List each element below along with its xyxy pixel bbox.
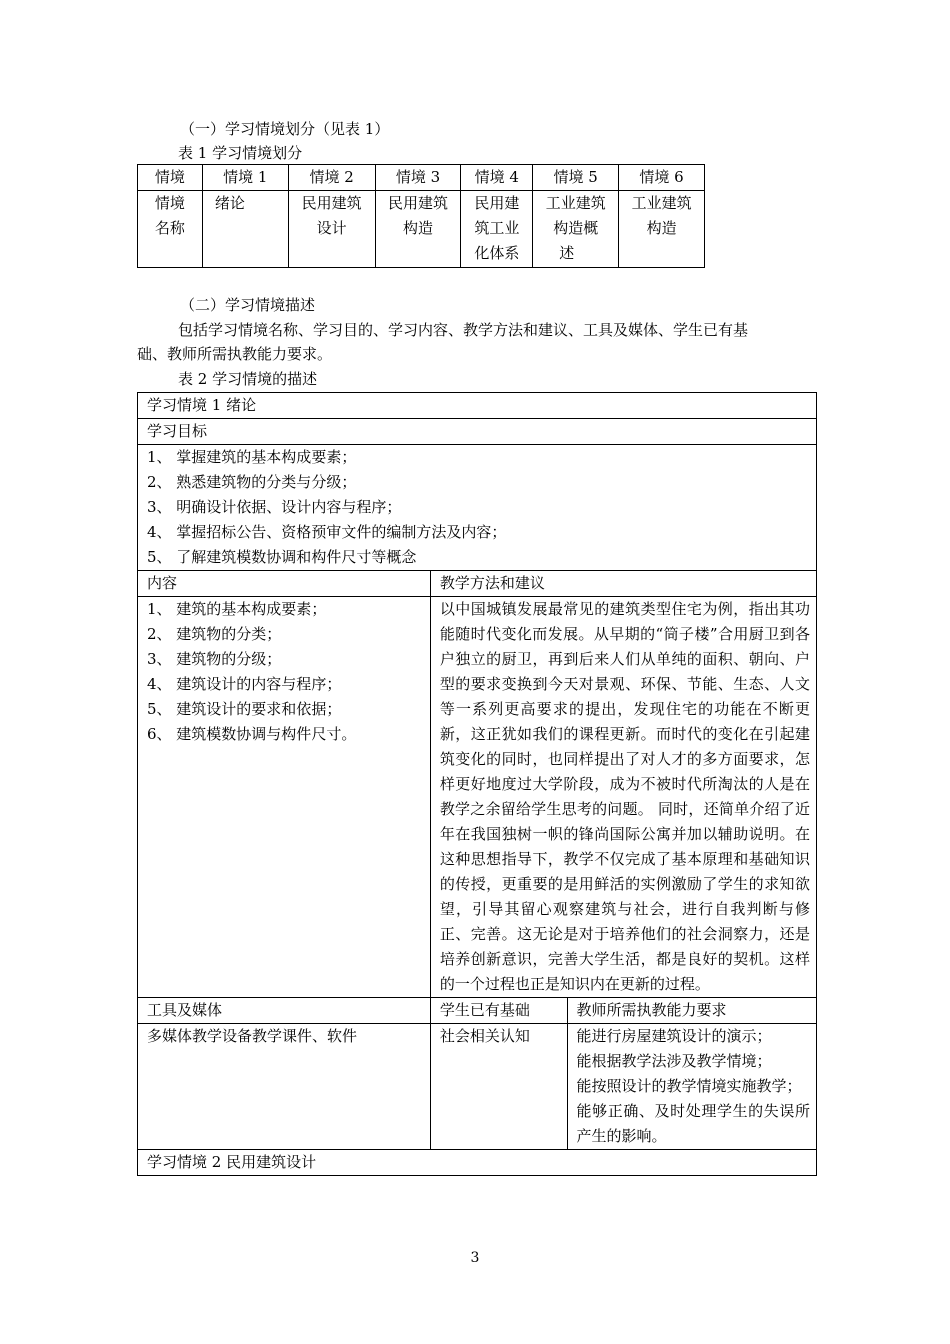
table1-row-label — [138, 191, 203, 268]
objectives-row — [138, 445, 817, 571]
objectives-label-row — [138, 419, 817, 445]
table1-header-row — [138, 165, 705, 191]
name-line: 筑工业 — [474, 219, 520, 237]
name-line: 构造 — [402, 219, 433, 237]
name-line: 述 — [559, 244, 575, 262]
situation2-title-row — [138, 1150, 817, 1176]
section2-intro-line1: 包括学习情境名称、学习目的、学习内容、教学方法和建议、工具及媒体、学生已有基 — [178, 321, 749, 339]
content-method-row — [138, 597, 817, 998]
table1-name-cell — [619, 191, 705, 268]
list-item: 1、 掌握建筑的基本构成要素； — [147, 448, 357, 466]
table1-name-cell — [533, 191, 619, 268]
content-method-header-row — [138, 571, 817, 597]
content-label: 内容 — [138, 571, 431, 597]
name-line: 民用建筑 — [301, 194, 362, 212]
objectives-label: 学习目标 — [138, 419, 817, 445]
table1-header-cell: 情境 3 — [375, 165, 461, 191]
situation2-title: 学习情境 2 民用建筑设计 — [138, 1150, 817, 1176]
list-item: 2、 熟悉建筑物的分类与分级； — [147, 473, 357, 491]
page-number: 3 — [470, 1250, 480, 1266]
list-item: 1、 建筑的基本构成要素； — [147, 600, 327, 618]
table1-header-cell: 情境 4 — [461, 165, 533, 191]
name-line: 构造 — [646, 219, 677, 237]
situation1-title: 学习情境 1 绪论 — [138, 393, 817, 419]
name-line: 民用建筑 — [387, 194, 448, 212]
tools-value: 多媒体教学设备教学课件、软件 — [138, 1024, 431, 1150]
table1-header-cell: 情境 5 — [533, 165, 619, 191]
name-line: 化体系 — [474, 244, 520, 262]
table1-name-cell — [461, 191, 533, 268]
tools-header-row — [138, 998, 817, 1024]
teacher-label: 教师所需执教能力要求 — [567, 998, 816, 1024]
section2-intro-line2: 础、教师所需执教能力要求。 — [137, 345, 333, 363]
method-cell — [430, 597, 816, 998]
situation1-title-row — [138, 393, 817, 419]
table1-header-cell: 情境 — [138, 165, 203, 191]
row-label-line: 情境 — [154, 194, 185, 212]
table1-caption: 表 1 学习情境划分 — [178, 144, 303, 162]
row-label-line: 名称 — [154, 219, 185, 237]
list-item: 4、 掌握招标公告、资格预审文件的编制方法及内容； — [147, 523, 507, 541]
section2-heading: （二）学习情境描述 — [180, 296, 316, 314]
situation-division-table — [137, 164, 705, 268]
name-line: 民用建 — [474, 194, 520, 212]
method-label: 教学方法和建议 — [430, 571, 816, 597]
table1-header-cell: 情境 2 — [288, 165, 375, 191]
objectives-list — [138, 445, 817, 571]
list-item: 3、 建筑物的分级； — [147, 650, 282, 668]
list-item: 能够正确、及时处理学生的失误所产生的影响。 — [576, 1102, 810, 1145]
list-item: 6、 建筑模数协调与构件尺寸。 — [147, 725, 357, 743]
basis-value: 社会相关认知 — [430, 1024, 567, 1150]
list-item: 4、 建筑设计的内容与程序； — [147, 675, 342, 693]
table1-name-cell — [202, 191, 288, 268]
table1-header-cell: 情境 1 — [202, 165, 288, 191]
table1-name-cell — [288, 191, 375, 268]
name-line: 设计 — [316, 219, 347, 237]
name-line: 绪论 — [214, 194, 245, 212]
method-text: 以中国城镇发展最常见的建筑类型住宅为例，指出其功能随时代变化而发展。从早期的“筒子楼”合用厨卫到各户独立的厨卫，再到后来人们从单纯的面积、朝向、户型的要求变换到今天对景观、环保、节能、生态、人文等一系列更高要求的提出，发现住宅的功能在不断更新，这正犹如我们的课程更新。而时代的变化在引起建筑变化的同时，也同样提出了对人才的多方面要求，怎样更好地度过大学阶段，成为不被时代所淘汰的人是在教学之余留给学生思考的问题。 同时，还简单介绍了近年在我国独树一帜的锋尚国际公寓并加以辅助说明。在这种思想指导下，教学不仅完成了基本原理和基础知识的传授，更重要的是用鲜活的实例激励了学生的求知欲望，引导其留心观察建筑与社会，进行自我判断与修正、完善。这无论是对于培养他们的社会洞察力，还是培养创新意识，完善大学生活，都是良好的契机。这样的一个过程也正是知识内在更新的过程。 — [439, 600, 810, 993]
content-list — [138, 597, 431, 998]
table1-name-row — [138, 191, 705, 268]
name-line: 工业建筑 — [545, 194, 606, 212]
name-line: 构造概 — [553, 219, 599, 237]
name-line: 工业建筑 — [631, 194, 692, 212]
table1-header-cell: 情境 6 — [619, 165, 705, 191]
list-item: 能根据教学法涉及教学情境； — [576, 1052, 772, 1070]
basis-label: 学生已有基础 — [430, 998, 567, 1024]
teacher-requirements — [567, 1024, 816, 1150]
situation-description-table — [137, 392, 817, 1176]
table2-caption: 表 2 学习情境的描述 — [178, 370, 318, 388]
list-item: 能按照设计的教学情境实施教学； — [576, 1077, 802, 1095]
list-item: 能进行房屋建筑设计的演示； — [576, 1027, 772, 1045]
tools-label: 工具及媒体 — [138, 998, 431, 1024]
section1-heading: （一）学习情境划分（见表 1） — [180, 120, 390, 138]
list-item: 2、 建筑物的分类； — [147, 625, 282, 643]
table1-name-cell — [375, 191, 461, 268]
list-item: 5、 了解建筑模数协调和构件尺寸等概念 — [147, 548, 417, 566]
tools-row — [138, 1024, 817, 1150]
list-item: 5、 建筑设计的要求和依据； — [147, 700, 342, 718]
list-item: 3、 明确设计依据、设计内容与程序； — [147, 498, 402, 516]
